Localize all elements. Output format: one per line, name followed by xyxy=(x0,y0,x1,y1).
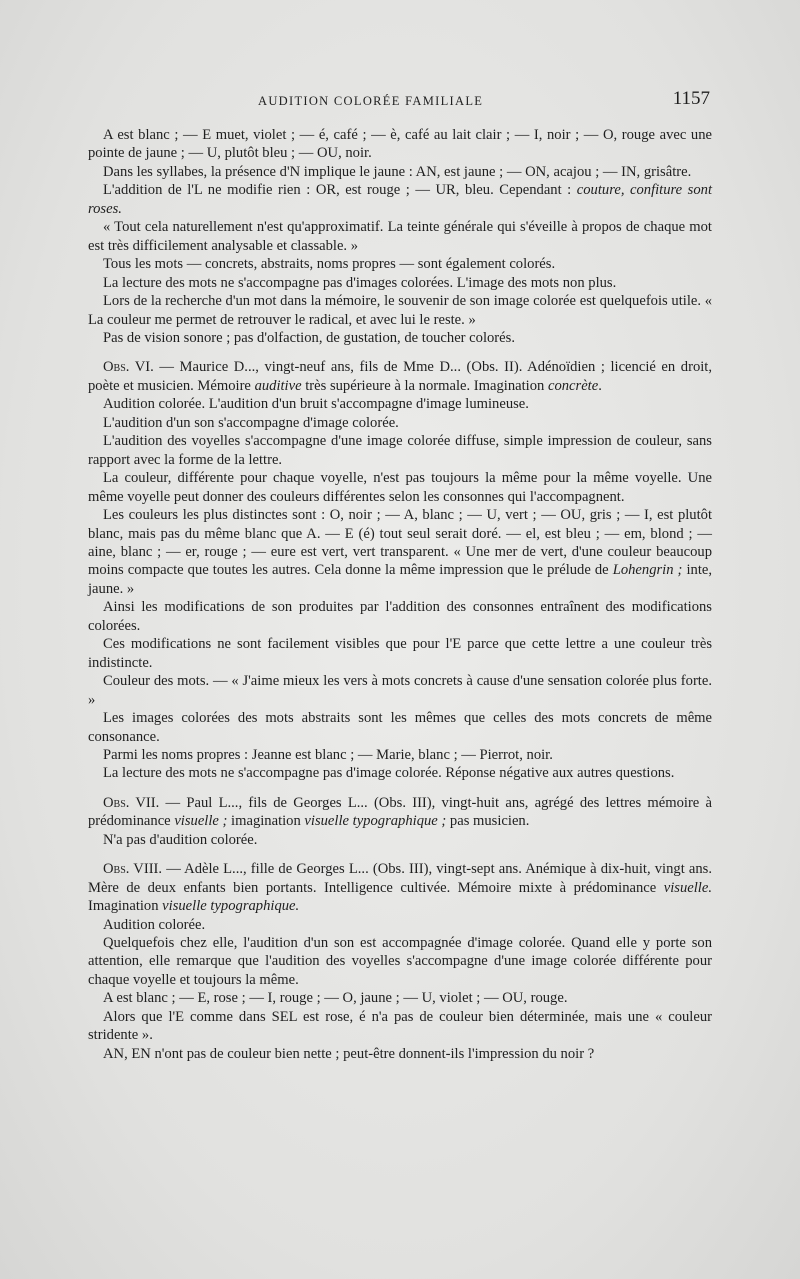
paragraph: A est blanc ; — E, rose ; — I, rouge ; — O, jaune ; — U, violet ; — OU, rouge. xyxy=(103,990,568,1007)
paragraph: Quelquefois chez elle, l'audition d'un son est accompagnée d'image colorée. Quand elle y porte son attention, elle remarque que l'audition des voyelles s'accompagne d'une image colorée différente pour chaque voyelle et toujours la même. xyxy=(88,935,712,988)
paragraph: Parmi les noms propres : Jeanne est blanc ; — Marie, blanc ; — Pierrot, noir. xyxy=(103,746,553,763)
paragraph: Les couleurs les plus distinctes sont : O, noir ; — A, blanc ; — U, vert ; — OU, gris ; — I, est plutôt blanc, mais pas du même blanc que A. — E (é) tout seul serait doré. — el, est bleu ; — em, blond ; — aine, blanc ; — er, rouge ; — eure est vert, vert transparent. « Une mer de vert, d'une couleur beaucoup moins compacte que toutes les autres. Cela donne la même impression que le prélude de Lohengrin ; inte, jaune. » xyxy=(88,507,712,597)
paragraph: Alors que l'E comme dans SEL est rose, é n'a pas de couleur bien déterminée, mais une « couleur stridente ». xyxy=(88,1008,712,1044)
paragraph: L'addition de l'L ne modifie rien : OR, est rouge ; — UR, bleu. Cependant : couture, confiture sont roses. xyxy=(88,182,713,217)
paragraph: La lecture des mots ne s'accompagne pas d'image colorée. Réponse négative aux autres questions. xyxy=(103,765,675,782)
observation-heading: Obs. VI. — Maurice D..., vingt-neuf ans, fils de Mme D... (Obs. II). Adénoïdien ; licencié en droit, poète et musicien. Mémoire auditive très supérieure à la normale. Imagination concrète. xyxy=(88,359,712,394)
running-title: AUDITION COLORÉE FAMILIALE xyxy=(258,94,484,108)
paragraph: AN, EN n'ont pas de couleur bien nette ; peut-être donnent-ils l'impression du noir ? xyxy=(103,1045,595,1062)
paragraph: A est blanc ; — E muet, violet ; — é, café ; — è, café au lait clair ; — I, noir ; — O, rouge avec une pointe de jaune ; — U, plutôt bleu ; — OU, noir. xyxy=(88,127,712,162)
paragraph: Lors de la recherche d'un mot dans la mémoire, le souvenir de son image colorée est quelquefois utile. « La couleur me permet de retrouver le radical, et avec lui le reste. » xyxy=(88,293,712,328)
paragraph: Audition colorée. L'audition d'un bruit s'accompagne d'image lumineuse. xyxy=(103,396,529,413)
paragraph: Pas de vision sonore ; pas d'olfaction, de gustation, de toucher colorés. xyxy=(103,329,515,346)
observation-heading: Obs. VIII. — Adèle L..., fille de Georges L... (Obs. III), vingt-sept ans. Anémique à dix-huit, vingt ans. Mère de deux enfants bien portants. Intelligence cultivée. Mémoire mixte à prédominance visuelle. Imagination visuelle typographique. xyxy=(88,861,712,915)
paragraph: La lecture des mots ne s'accompagne pas d'images colorées. L'image des mots non plus. xyxy=(103,274,617,291)
paragraph: L'audition des voyelles s'accompagne d'une image colorée diffuse, simple impression de couleur, sans rapport avec la forme de la lettre. xyxy=(88,433,712,468)
paragraph: Ainsi les modifications de son produites par l'addition des consonnes entraînent des modifications colorées. xyxy=(88,599,712,634)
observation-heading: Obs. VII. — Paul L..., fils de Georges L... (Obs. III), vingt-huit ans, agrégé des lettres mémoire à prédominance visuelle ; imagination visuelle typographique ; pas musicien. xyxy=(88,794,712,830)
page-number: 1157 xyxy=(672,88,710,109)
paragraph: Dans les syllabes, la présence d'N implique le jaune : AN, est jaune ; — ON, acajou ; — IN, grisâtre. xyxy=(103,163,692,180)
paragraph: La couleur, différente pour chaque voyelle, n'est pas toujours la même pour la même voyelle. Une même voyelle peut donner des couleurs différentes selon les consonnes qui l'accompagnent. xyxy=(88,470,712,505)
paragraph: Couleur des mots. — « J'aime mieux les vers à mots concrets à cause d'une sensation colorée plus forte. » xyxy=(88,673,712,708)
paragraph: Tous les mots — concrets, abstraits, noms propres — sont également colorés. xyxy=(103,256,556,273)
paragraph: Ces modifications ne sont facilement visibles que pour l'E parce que cette lettre a une couleur très indistincte. xyxy=(88,636,712,671)
paragraph: N'a pas d'audition colorée. xyxy=(103,831,258,848)
paragraph: « Tout cela naturellement n'est qu'approximatif. La teinte générale qui s'éveille à propos de chaque mot est très difficilement analysable et classable. » xyxy=(88,219,712,254)
page-body xyxy=(88,126,712,1063)
paragraph: Audition colorée. xyxy=(103,916,206,933)
paragraph: L'audition d'un son s'accompagne d'image colorée. xyxy=(103,414,399,431)
page-header xyxy=(88,90,710,116)
paragraph: Les images colorées des mots abstraits sont les mêmes que celles des mots concrets de même consonance. xyxy=(88,710,712,745)
